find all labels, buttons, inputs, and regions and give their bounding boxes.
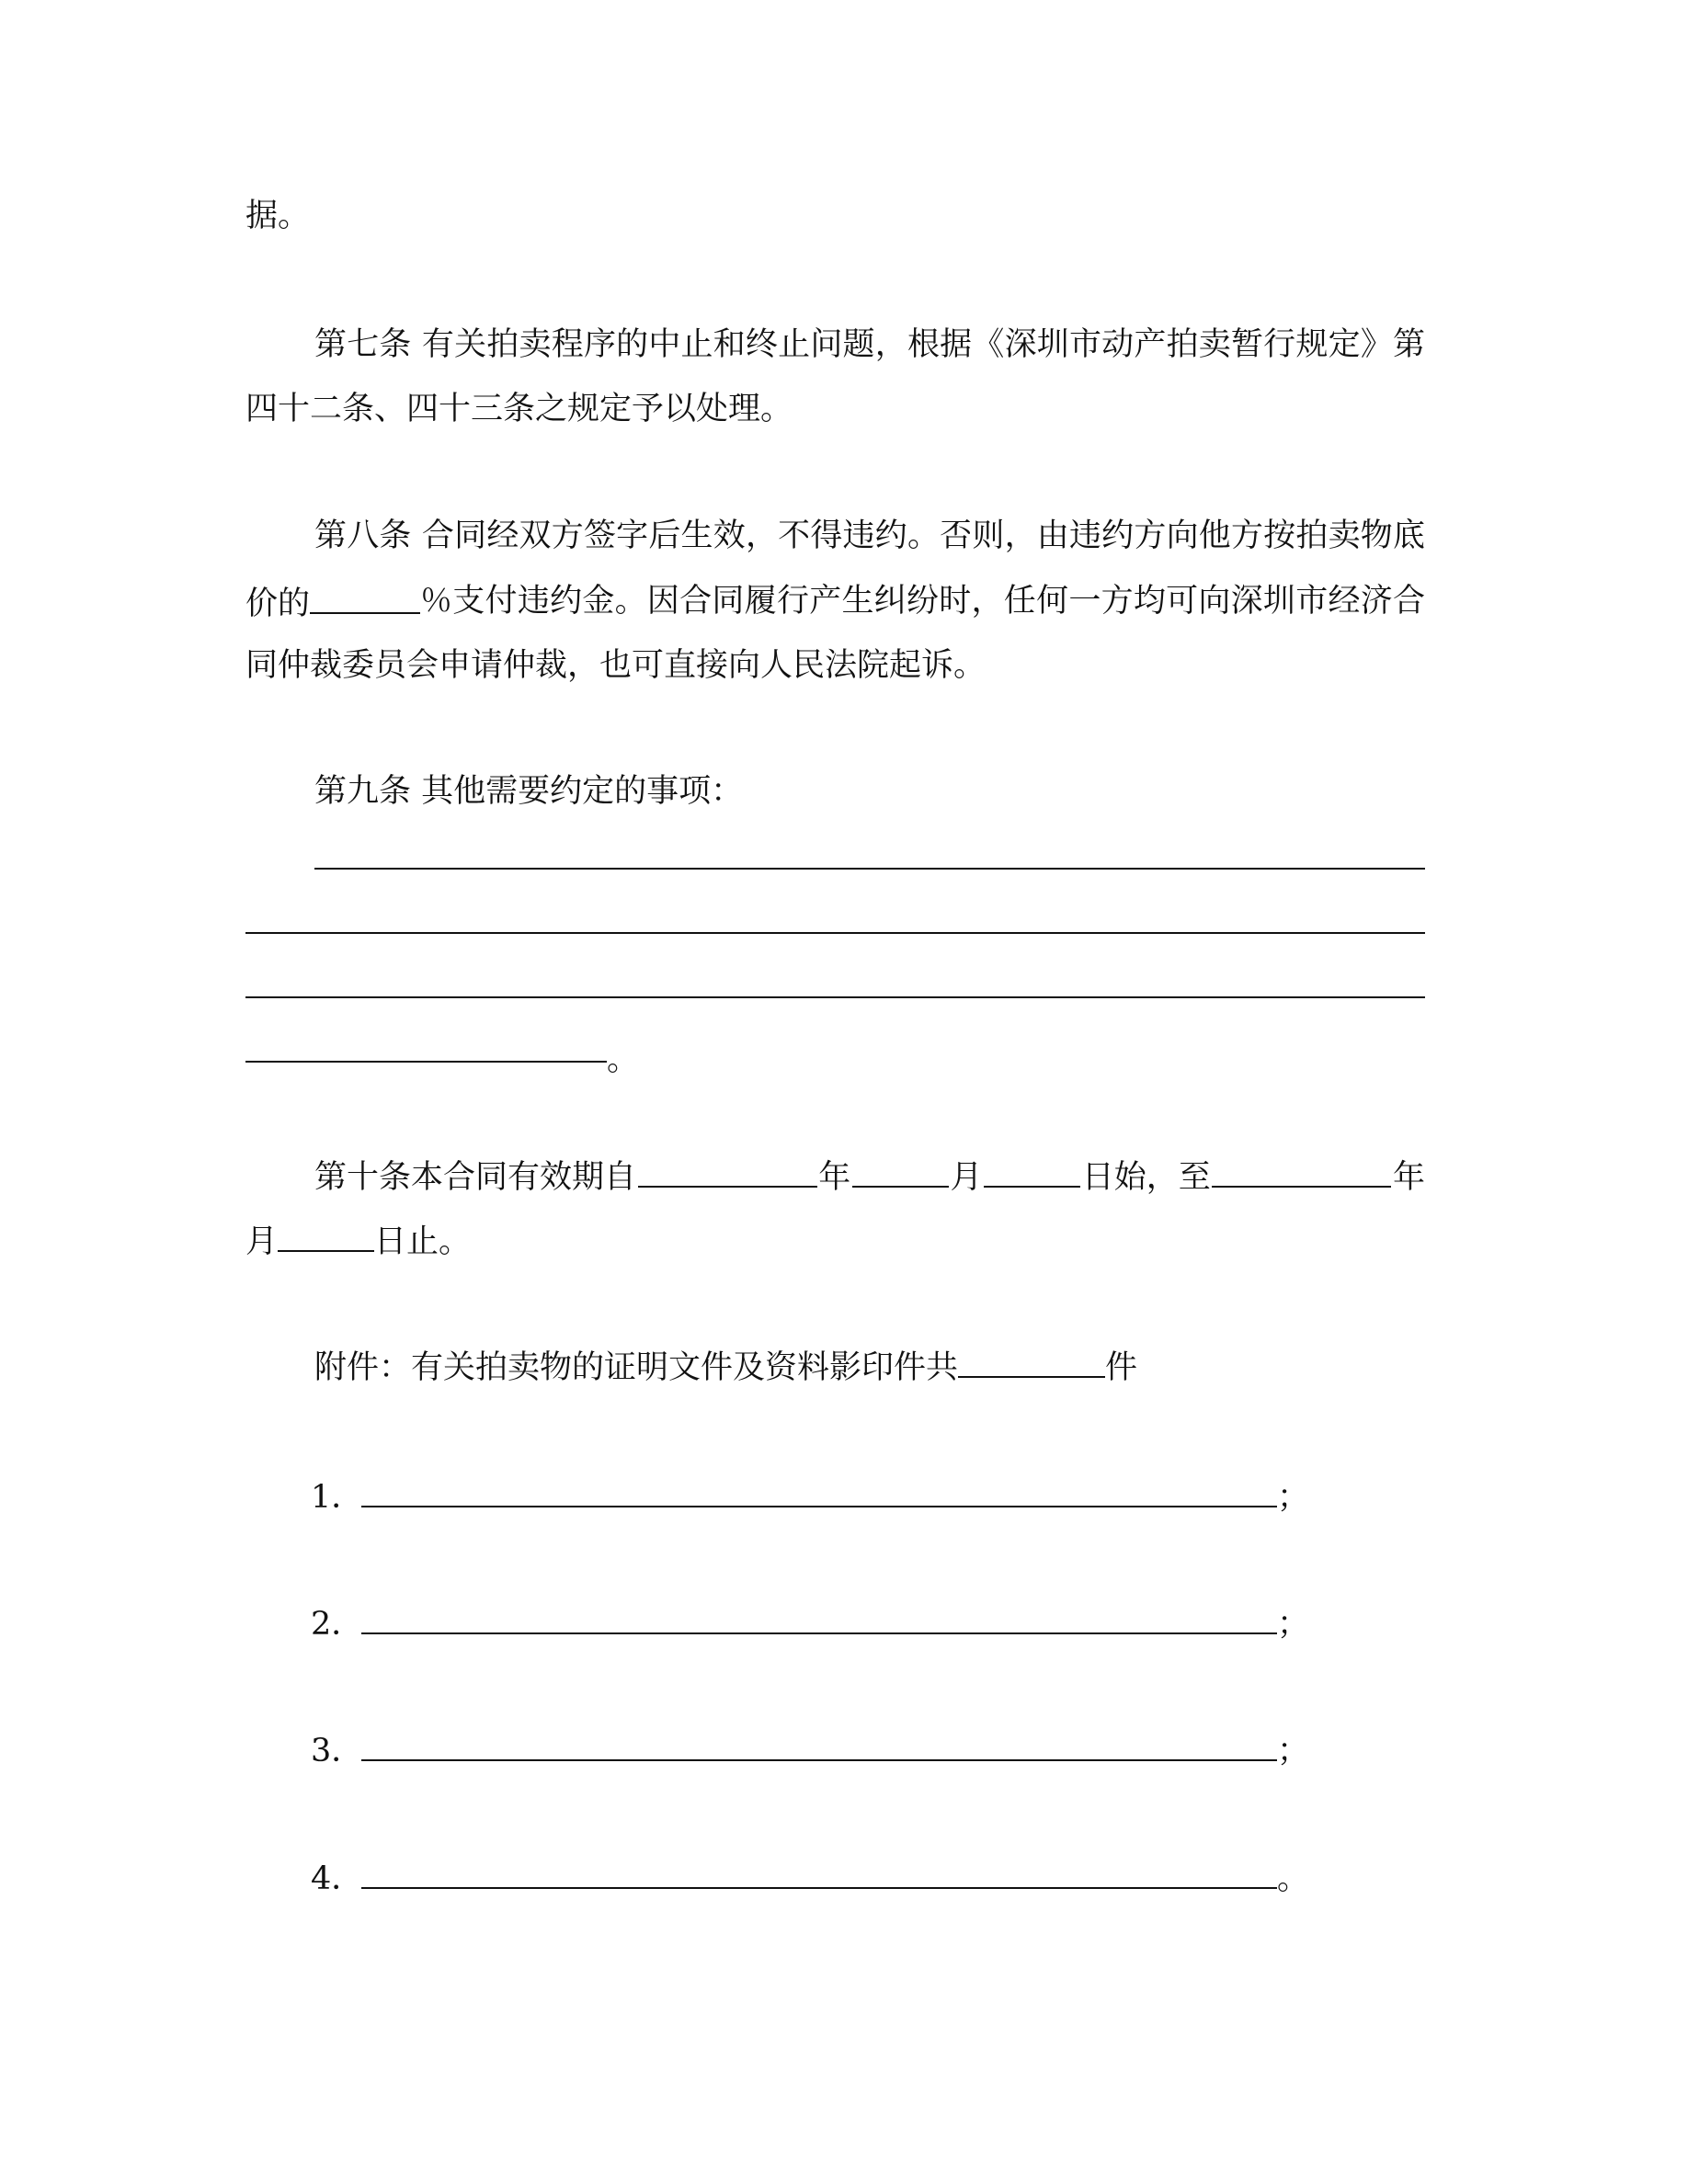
end-year-blank[interactable] (1212, 1155, 1391, 1188)
article-8-line-3: 同仲裁委员会申请仲裁，也可直接向人民法院起诉。 (245, 647, 987, 684)
attachment-blank[interactable] (361, 1601, 1277, 1634)
paragraph-continuation: 据。 (245, 198, 311, 234)
attachment-item-1 (311, 1474, 1309, 1515)
text: 价的 (245, 586, 311, 622)
other-matters-blank-1[interactable] (314, 868, 1425, 870)
text: 月 (950, 1159, 983, 1196)
attachment-blank[interactable] (361, 1856, 1277, 1889)
start-month-blank[interactable] (852, 1155, 949, 1188)
attachment-count-blank[interactable] (958, 1345, 1105, 1378)
article-9-heading: 第九条 其他需要约定的事项： (314, 773, 744, 810)
text: ％支付违约金。因合同履行产生纠纷时，任何一方均可向深圳市经济合 (420, 583, 1425, 620)
text: 日始，至 (1081, 1159, 1211, 1196)
article-8-line-1: 第八条 合同经双方签字后生效，不得违约。否则，由违约方向他方按拍卖物底 (314, 518, 1425, 554)
attachments-line (314, 1345, 1137, 1385)
attachment-item-3 (311, 1728, 1309, 1769)
item-number: 3． (311, 1733, 364, 1769)
attachment-item-4 (311, 1856, 1309, 1896)
article-10-line-2 (245, 1219, 471, 1259)
text: 日止。 (374, 1223, 472, 1260)
article-7-line-2: 四十二条、四十三条之规定予以处理。 (245, 391, 793, 427)
item-end: ； (1277, 1733, 1310, 1769)
attachment-blank[interactable] (361, 1474, 1277, 1507)
article-10-line-1 (314, 1155, 1425, 1195)
item-end: ； (1277, 1606, 1310, 1643)
start-year-blank[interactable] (638, 1155, 817, 1188)
start-day-blank[interactable] (984, 1155, 1080, 1188)
text: 年 (818, 1159, 851, 1196)
text: 月 (245, 1223, 279, 1260)
other-matters-blank-3[interactable] (245, 996, 1425, 998)
item-number: 2． (311, 1606, 364, 1643)
item-number: 1． (311, 1479, 364, 1516)
other-matters-blank-4[interactable] (245, 1061, 607, 1063)
article-8-line-2 (245, 581, 1425, 621)
text: 年 (1392, 1159, 1425, 1196)
period: 。 (607, 1041, 640, 1078)
attachment-item-2 (311, 1601, 1309, 1642)
text: 附件：有关拍卖物的证明文件及资料影印件共 (314, 1349, 959, 1386)
other-matters-blank-2[interactable] (245, 932, 1425, 934)
end-day-blank[interactable] (278, 1219, 374, 1252)
penalty-percent-blank[interactable] (310, 581, 420, 614)
article-7-line-1: 第七条 有关拍卖程序的中止和终止问题，根据《深圳市动产拍卖暂行规定》第 (314, 326, 1425, 363)
text: 第十条本合同有效期自 (314, 1159, 637, 1196)
item-end: ； (1277, 1479, 1310, 1516)
item-end: 。 (1277, 1860, 1310, 1897)
item-number: 4． (311, 1860, 364, 1897)
attachment-blank[interactable] (361, 1728, 1277, 1761)
text: 件 (1105, 1349, 1138, 1386)
